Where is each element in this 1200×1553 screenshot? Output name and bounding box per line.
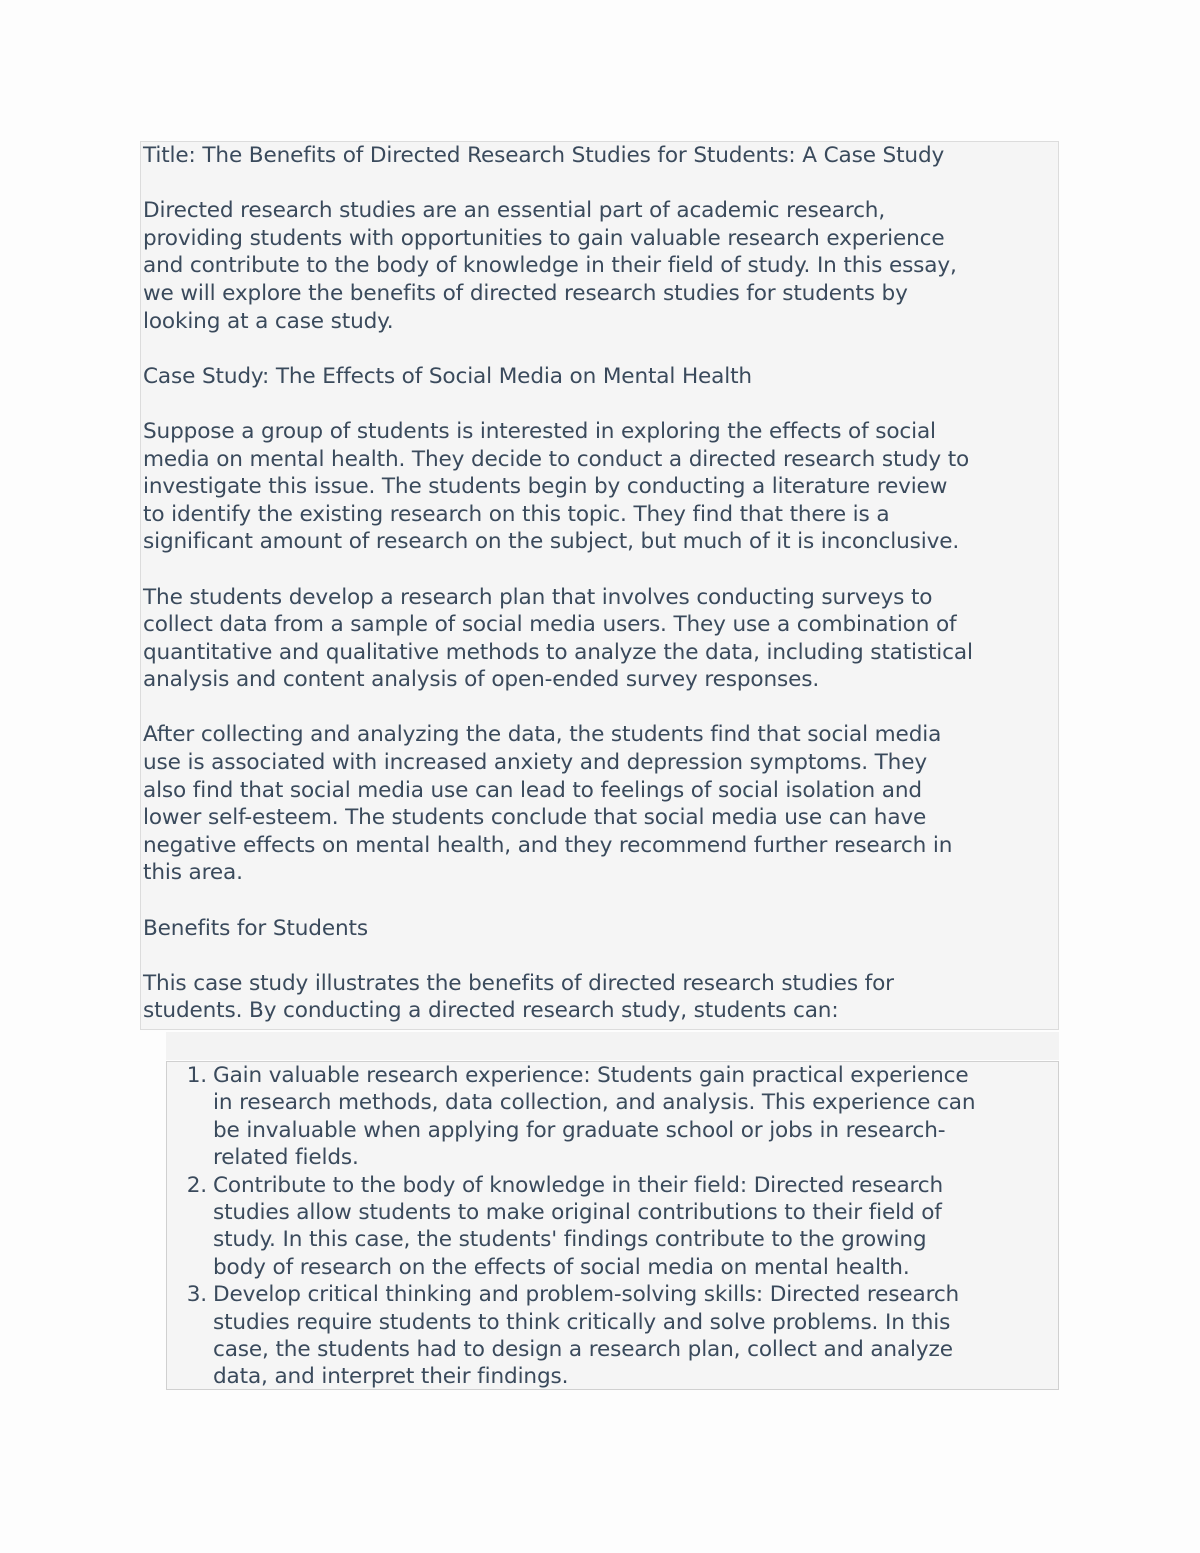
benefits-list-block (166, 1061, 1059, 1390)
intro-paragraph: Directed research studies are an essential part of academic research, providing students with opportunities to gain valuable research experience and contribute to the body of knowledge in their field of study. In this essay, we will explore the benefits of directed research studies for students by looking at a case study. (143, 198, 957, 334)
list-item-number: 2. (186, 1172, 207, 1198)
list-item-number: 1. (186, 1063, 207, 1088)
case-study-heading: Case Study: The Effects of Social Media on Mental Health (143, 363, 752, 389)
block-separator (166, 1032, 1059, 1060)
list-item-text: Gain valuable research experience: Students gain practical experience in research methods, data collection, and analysis. This experience can be invaluable when applying for graduate school or jobs in research- related fields. (213, 1063, 976, 1171)
list-item-number: 3. (186, 1282, 207, 1308)
list-item (167, 1062, 1058, 1172)
case-study-paragraph-2: The students develop a research plan that involves conducting surveys to collect data from a sample of social media users. They use a combination of quantitative and qualitative methods to analyze the data, including statistical analysis and content analysis of open-ended survey responses. (143, 584, 973, 693)
list-item-text: Contribute to the body of knowledge in their field: Directed research studies allow students to make original contributions to their field of study. In this case, the students' findings contribute to the growing body of research on the effects of social media on mental health. (213, 1172, 944, 1280)
essay-text-block (140, 141, 1059, 1030)
benefits-intro-paragraph: This case study illustrates the benefits of directed research studies for students. By conducting a directed research study, students can: (143, 970, 894, 1024)
list-item-text: Develop critical thinking and problem-solving skills: Directed research studies require students to think critically and solve problems. In this case, the students had to design a research plan, collect and analyze data, and interpret their findings. (213, 1282, 960, 1390)
case-study-paragraph-3: After collecting and analyzing the data, the students find that social media use is associated with increased anxiety and depression symptoms. They also find that social media use can lead to feelings of social isolation and lower self-esteem. The students conclude that social media use can have negative effects on mental health, and they recommend further research in this area. (143, 722, 953, 886)
benefits-list (167, 1062, 1058, 1390)
essay-title: Title: The Benefits of Directed Research Studies for Students: A Case Study (143, 143, 945, 168)
list-item (167, 1172, 1058, 1282)
case-study-paragraph-1: Suppose a group of students is interested in exploring the effects of social media on mental health. They decide to conduct a directed research study to investigate this issue. The students begin by conducting a literature review to identify the existing research on this topic. They find that there is a significant amount of research on the subject, but much of it is inconclusive. (143, 418, 970, 555)
benefits-heading: Benefits for Students (143, 915, 368, 941)
list-item (167, 1281, 1058, 1390)
